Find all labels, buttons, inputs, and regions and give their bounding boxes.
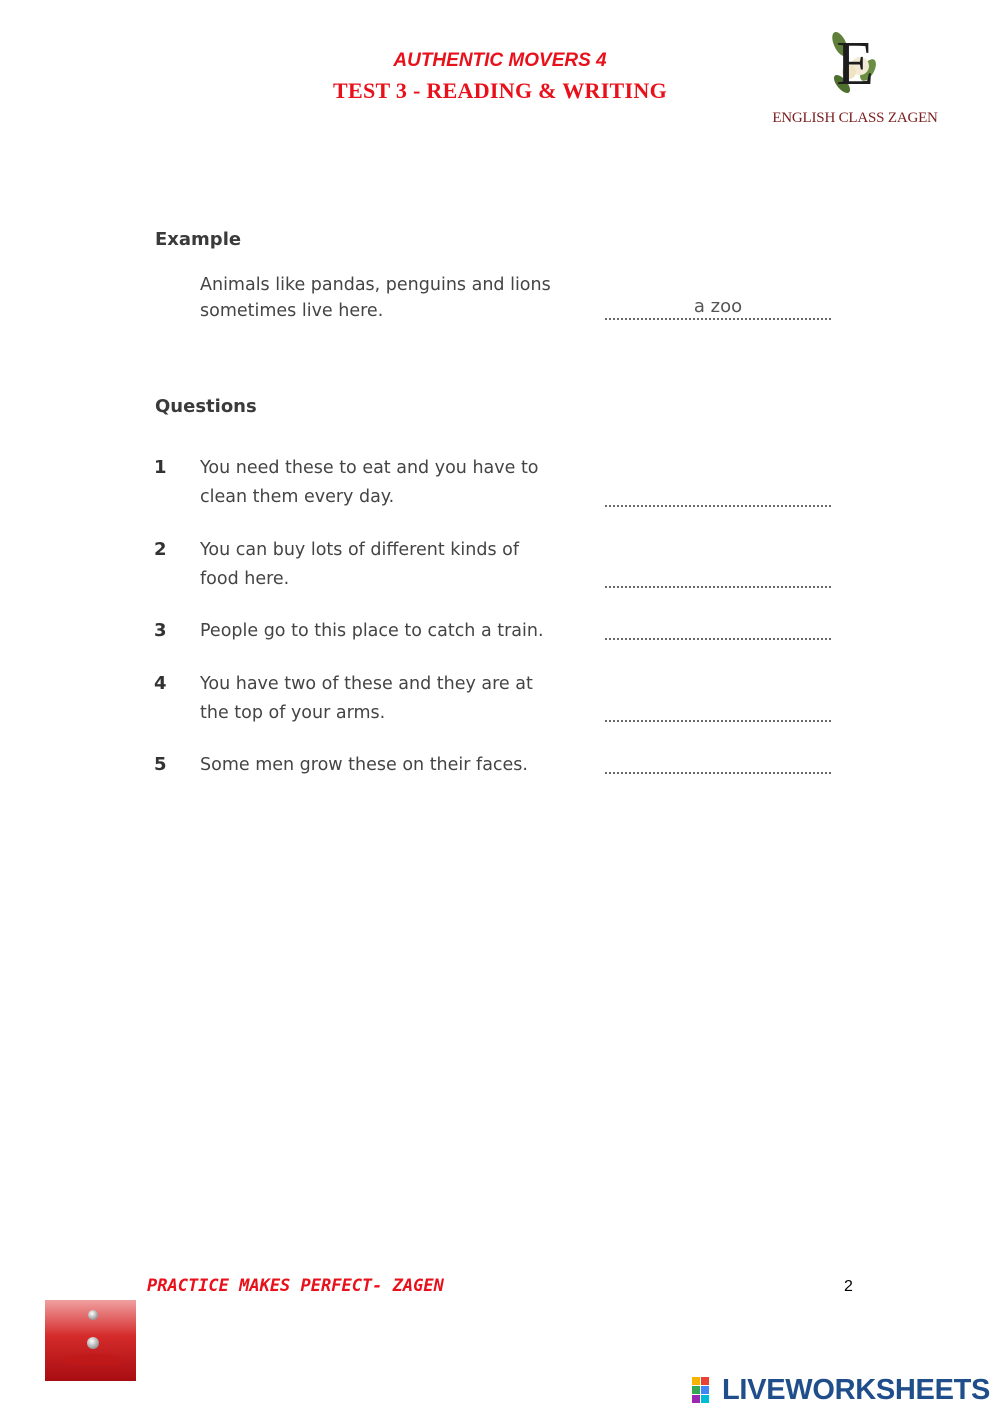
water-drop-image (45, 1300, 136, 1381)
question-3-line-1: People go to this place to catch a train. (200, 621, 544, 641)
example-answer-line (605, 316, 831, 320)
answer-field-5[interactable] (605, 770, 831, 774)
example-line-1: Animals like pandas, penguins and lions (200, 275, 551, 295)
example-heading: Example (155, 229, 242, 250)
questions-heading: Questions (155, 396, 257, 417)
question-number-1: 1 (154, 457, 167, 478)
question-4-line-1: You have two of these and they are at (200, 674, 533, 694)
question-number-4: 4 (154, 673, 167, 694)
question-number-3: 3 (154, 620, 167, 641)
question-number-5: 5 (154, 754, 167, 775)
logo-letter: E (836, 30, 874, 98)
liveworksheets-icon (692, 1377, 718, 1403)
example-line-2: sometimes live here. (200, 301, 384, 321)
logo-text: ENGLISH CLASS ZAGEN (772, 110, 938, 126)
question-2-line-1: You can buy lots of different kinds of (200, 540, 520, 560)
example-answer: a zoo (693, 296, 743, 317)
question-1-line-2: clean them every day. (200, 487, 395, 507)
question-5-line-1: Some men grow these on their faces. (200, 755, 528, 775)
liveworksheets-brand (692, 1372, 990, 1408)
english-class-zagen-logo (770, 22, 940, 126)
question-1-line-1: You need these to eat and you have to (200, 458, 539, 478)
liveworksheets-text: LIVEWORKSHEETS (722, 1373, 991, 1406)
worksheet-subtitle: AUTHENTIC MOVERS 4 (393, 50, 607, 71)
answer-field-4[interactable] (605, 718, 831, 722)
page-number: 2 (844, 1278, 853, 1295)
answer-field-2[interactable] (605, 584, 831, 588)
footer-motto: PRACTICE MAKES PERFECT- ZAGEN (147, 1276, 444, 1296)
answer-field-3[interactable] (605, 636, 831, 640)
worksheet-title: TEST 3 - READING & WRITING (333, 78, 667, 103)
answer-field-1[interactable] (605, 503, 831, 507)
logo-emblem (770, 22, 940, 112)
question-2-line-2: food here. (200, 569, 290, 589)
question-number-2: 2 (154, 539, 167, 560)
question-4-line-2: the top of your arms. (200, 703, 386, 723)
